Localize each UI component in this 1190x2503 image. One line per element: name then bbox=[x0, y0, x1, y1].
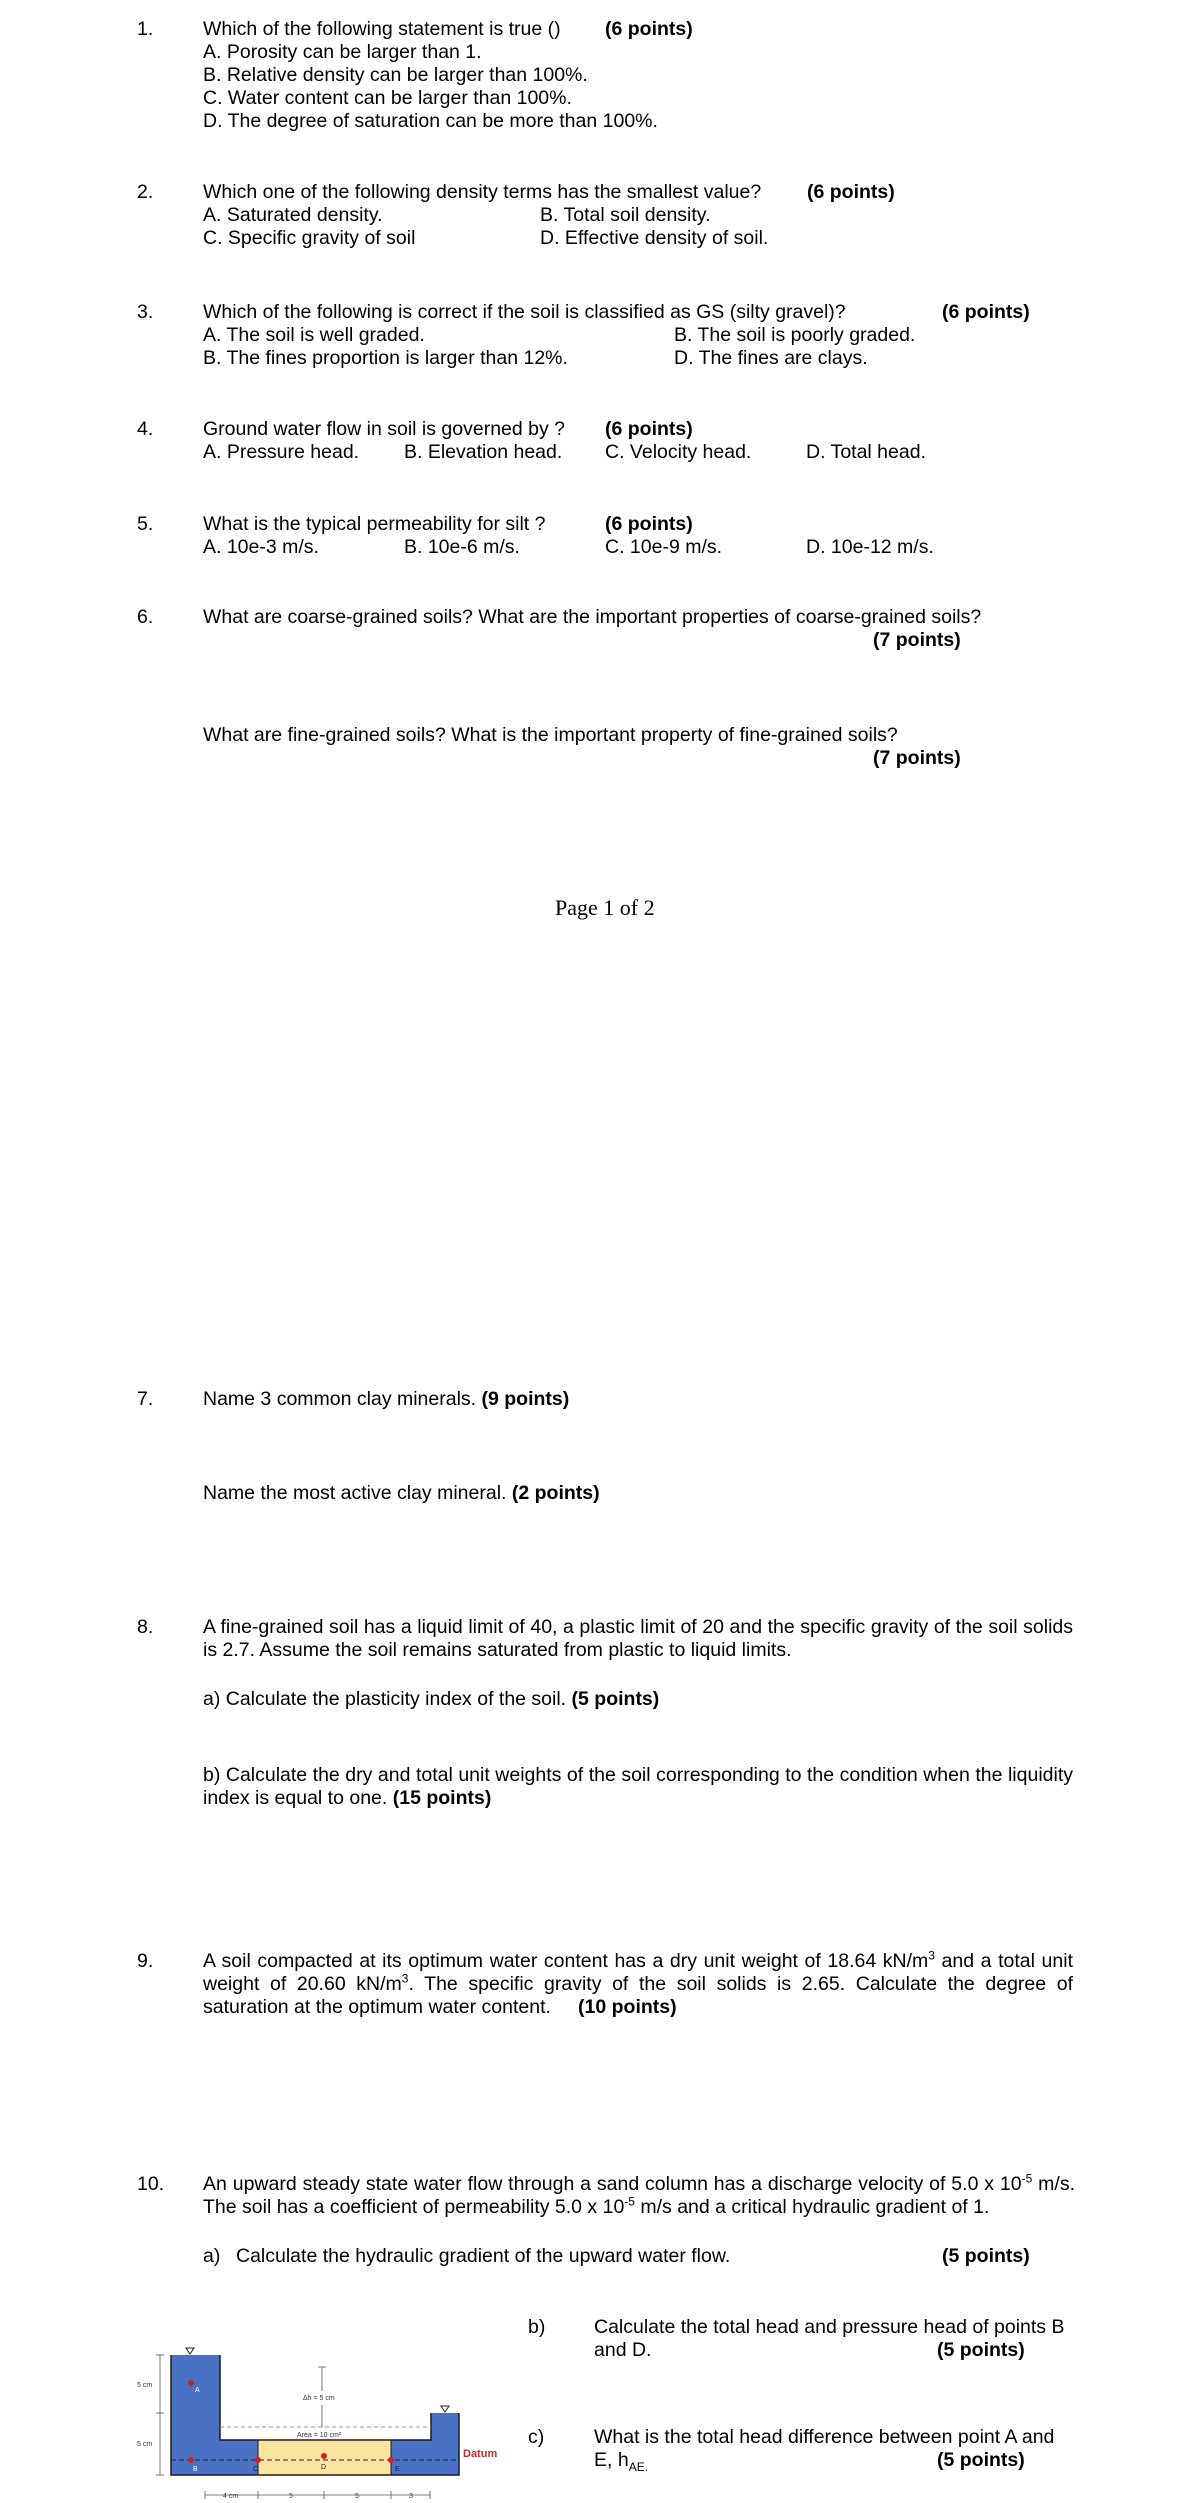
point-a bbox=[188, 2380, 194, 2386]
q8-question: A fine-grained soil has a liquid limit of 40, a plastic limit of 20 and the specific gravity of the soil solids is 2.7. Assume the soil remains saturated from plastic to liquid limits. bbox=[203, 1616, 1073, 1661]
page-footer: Page 1 of 2 bbox=[555, 895, 655, 920]
q6-question-fine: What are fine-grained soils? What is the important property of fine-grained soils? bbox=[203, 724, 898, 746]
q10-sup-1: -5 bbox=[1021, 2171, 1033, 2186]
q7-number: 7. bbox=[137, 1388, 154, 1410]
q4-option-d: D. Total head. bbox=[806, 441, 926, 463]
q10-number: 10. bbox=[137, 2173, 165, 2195]
q8-part-b-text: b) Calculate the dry and total unit weights of the soil corresponding to the condition when the liquidity index is equal to one. bbox=[203, 1764, 1073, 1809]
dim-bottom-4: 3 bbox=[409, 2493, 413, 2500]
q1-option-c: C. Water content can be larger than 100%. bbox=[203, 87, 572, 109]
q10-text-3: m/s and a critical hydraulic gradient of 1. bbox=[634, 2196, 990, 2218]
q9-text-1: A soil compacted at its optimum water content has a dry unit weight of 18.64 kN/m bbox=[203, 1950, 929, 1972]
point-d bbox=[321, 2453, 327, 2459]
q6-points-fine: (7 points) bbox=[873, 747, 961, 769]
q5-option-d: D. 10e-12 m/s. bbox=[806, 536, 934, 558]
q9-question bbox=[203, 1950, 1073, 2019]
q5-points: (6 points) bbox=[605, 513, 693, 535]
q4-number: 4. bbox=[137, 418, 154, 440]
q2-option-b: B. Total soil density. bbox=[540, 204, 711, 226]
q9-text-2: and a total unit weight of 20.60 kN/m bbox=[203, 1950, 1073, 1995]
q7-question-text: Name 3 common clay minerals. bbox=[203, 1388, 477, 1410]
q5-option-b: B. 10e-6 m/s. bbox=[404, 536, 520, 558]
q10-part-c-points: (5 points) bbox=[937, 2449, 1025, 2471]
point-c-label: C bbox=[253, 2466, 259, 2473]
q9-number: 9. bbox=[137, 1950, 154, 1972]
q4-points: (6 points) bbox=[605, 418, 693, 440]
q10-part-a-label: a) bbox=[203, 2245, 221, 2267]
q1-option-b: B. Relative density can be larger than 100%. bbox=[203, 64, 588, 86]
q5-question: What is the typical permeability for silt ? bbox=[203, 513, 546, 535]
q4-option-c: C. Velocity head. bbox=[605, 441, 752, 463]
point-b bbox=[188, 2457, 194, 2463]
q4-question: Ground water flow in soil is governed by ? bbox=[203, 418, 566, 440]
dim-left-bottom: 5 cm bbox=[137, 2441, 153, 2448]
q9-sup-2: 3 bbox=[401, 1971, 409, 1986]
q2-option-c: C. Specific gravity of soil bbox=[203, 227, 416, 249]
dim-bottom-3: 5 bbox=[355, 2493, 359, 2500]
point-e bbox=[388, 2457, 394, 2463]
q10-question bbox=[203, 2173, 1075, 2219]
q3-question: Which of the following is correct if the soil is classified as GS (silty gravel)? bbox=[203, 301, 846, 323]
point-e-label: E bbox=[395, 2466, 400, 2473]
q10-part-b-text: Calculate the total head and pressure head of points B and D. bbox=[594, 2316, 1065, 2361]
q9-text-3: . The specific gravity of the soil solids is 2.65. Calculate the degree of saturation at the optimum water content. bbox=[203, 1973, 1073, 2018]
q9-sup-1: 3 bbox=[928, 1948, 935, 1963]
q3-option-d: D. The fines are clays. bbox=[674, 347, 868, 369]
q3-number: 3. bbox=[137, 301, 154, 323]
q2-option-d: D. Effective density of soil. bbox=[540, 227, 769, 249]
q2-points: (6 points) bbox=[807, 181, 895, 203]
point-c bbox=[255, 2457, 261, 2463]
q8-part-a-points: (5 points) bbox=[571, 1688, 660, 1710]
datum-label: Datum bbox=[463, 2448, 498, 2460]
q8-part-b bbox=[203, 1764, 1073, 1810]
dim-bottom-1: 4 cm bbox=[223, 2493, 239, 2500]
q5-number: 5. bbox=[137, 513, 154, 535]
q8-part-b-points: (15 points) bbox=[392, 1787, 492, 1809]
q8-number: 8. bbox=[137, 1616, 154, 1638]
q3-option-b: B. The soil is poorly graded. bbox=[674, 324, 916, 346]
q6-number: 6. bbox=[137, 606, 154, 628]
q4-option-a: A. Pressure head. bbox=[203, 441, 360, 463]
q3-option-c: B. The fines proportion is larger than 12%. bbox=[203, 347, 568, 369]
q6-points-coarse: (7 points) bbox=[873, 629, 961, 651]
q10-part-b-label: b) bbox=[528, 2316, 546, 2338]
water-level-marker-right bbox=[441, 2406, 449, 2412]
q5-option-a: A. 10e-3 m/s. bbox=[203, 536, 319, 558]
q4-option-b: B. Elevation head. bbox=[404, 441, 563, 463]
dim-left-top: 5 cm bbox=[137, 2382, 153, 2389]
q1-points: (6 points) bbox=[605, 18, 693, 40]
q10-part-c-sub: AE. bbox=[628, 2459, 649, 2474]
q10-part-c-label: c) bbox=[528, 2426, 545, 2448]
point-d-label: D bbox=[321, 2464, 327, 2471]
q7-question-active bbox=[203, 1482, 600, 1505]
point-b-label: B bbox=[193, 2466, 198, 2473]
q3-option-a: A. The soil is well graded. bbox=[203, 324, 425, 346]
q1-option-d: D. The degree of saturation can be more than 100%. bbox=[203, 110, 658, 132]
q2-number: 2. bbox=[137, 181, 154, 203]
dim-bottom-2: 5 bbox=[289, 2493, 293, 2500]
q10-part-a-points: (5 points) bbox=[942, 2245, 1030, 2267]
q2-question: Which one of the following density terms has the smallest value? bbox=[203, 181, 762, 203]
q10-text-1: An upward steady state water flow through a sand column has a discharge velocity of 5.0 x 10 bbox=[203, 2173, 1022, 2195]
q5-option-c: C. 10e-9 m/s. bbox=[605, 536, 723, 558]
flow-apparatus-figure bbox=[135, 2345, 520, 2503]
q7-points-minerals: (9 points) bbox=[481, 1388, 570, 1410]
q9-points: (10 points) bbox=[578, 1996, 677, 2018]
q3-points: (6 points) bbox=[942, 301, 1030, 323]
q1-option-a: A. Porosity can be larger than 1. bbox=[203, 41, 482, 63]
q8-part-a bbox=[203, 1688, 659, 1711]
q10-text-2: m/s. The soil has a coefficient of permeability 5.0 x 10 bbox=[203, 2173, 1076, 2218]
delta-h-label: Δh = 5 cm bbox=[303, 2395, 335, 2402]
water-level-marker-left bbox=[186, 2348, 194, 2354]
q7-question-minerals bbox=[203, 1388, 569, 1411]
q10-part-c-body: What is the total head difference between point A and E, h bbox=[594, 2426, 1055, 2471]
q10-part-a-text: Calculate the hydraulic gradient of the upward water flow. bbox=[236, 2245, 731, 2267]
q2-option-a: A. Saturated density. bbox=[203, 204, 383, 226]
area-label: Area = 10 cm² bbox=[297, 2432, 342, 2439]
q6-question-coarse: What are coarse-grained soils? What are the important properties of coarse-grained soils? bbox=[203, 606, 982, 628]
q10-part-b-points: (5 points) bbox=[937, 2339, 1025, 2361]
q1-question: Which of the following statement is true () bbox=[203, 18, 561, 40]
q10-sup-2: -5 bbox=[624, 2194, 635, 2209]
q7-active-text: Name the most active clay mineral. bbox=[203, 1482, 507, 1504]
q7-points-active: (2 points) bbox=[511, 1482, 600, 1504]
point-a-label: A bbox=[195, 2387, 200, 2394]
q1-number: 1. bbox=[137, 18, 154, 40]
q8-part-a-text: a) Calculate the plasticity index of the soil. bbox=[203, 1688, 567, 1710]
